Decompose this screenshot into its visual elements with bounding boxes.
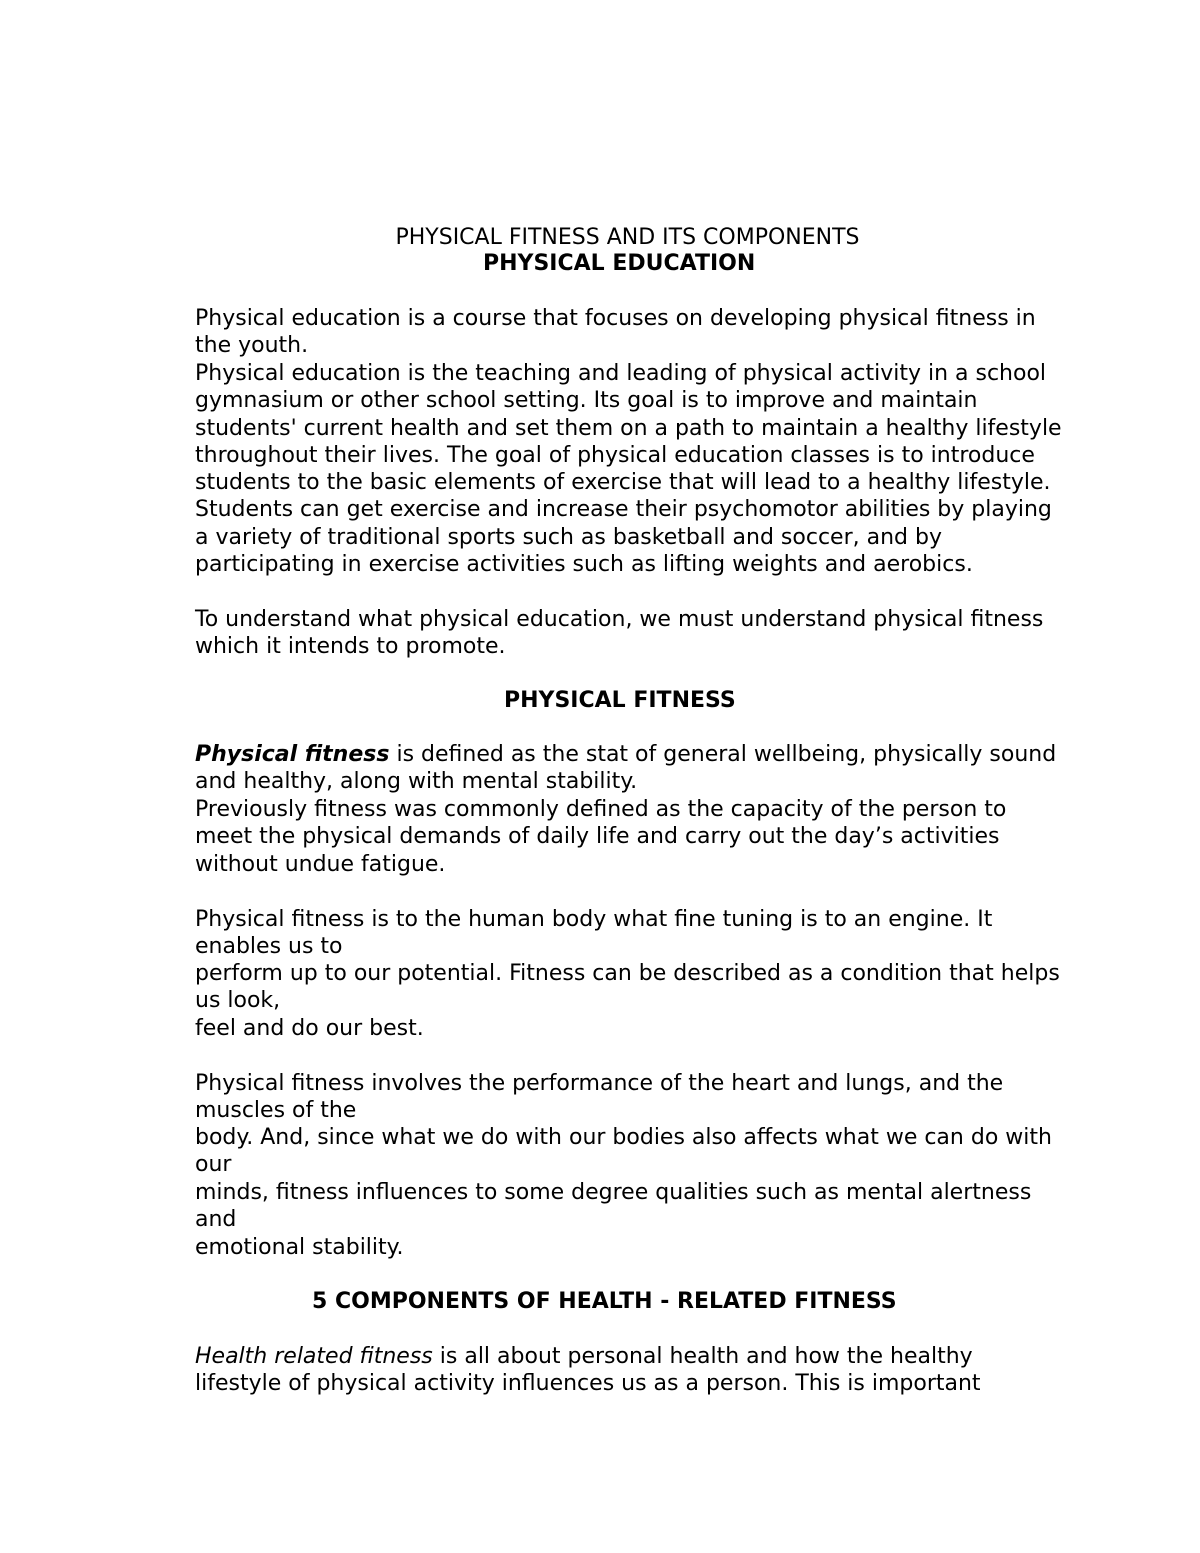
defined-term: Physical fitness [195,742,390,767]
list-item-text: perform up to our potential. Fitness can be described as a condition that helps us look, [195,961,1060,1014]
list-item-text: To understand what physical education, we must understand physical fitness which it intends to promote. [195,607,1044,660]
heading-text: PHYSICAL EDUCATION [483,251,756,276]
list-item-text: body. And, since what we do with our bodies also affects what we can do with our [195,1125,1052,1178]
list-item-text: Previously fitness was commonly defined as the capacity of the person to meet the physical demands of daily life and carry out the day’s activities without undue fatigue. [195,797,1007,877]
heading-text: 5 COMPONENTS OF HEALTH - RELATED FITNESS [312,1289,897,1314]
definition-text: is defined as the stat of general wellbeing, physically sound and healthy, along with mental stability. [195,742,1057,795]
list-item-text [195,1343,1065,1398]
list-item-text: Physical education is the teaching and leading of physical activity in a school gymnasium or other school setting. Its goal is to improve and maintain students' current health and set them on a path to maintain a healthy lifestyle throughout their lives. The goal of physical education classes is to introduce students to the basic elements of exercise that will lead to a healthy lifestyle. Students can get exercise and increase their psychomotor abilities by playing a variety of traditional sports such as basketball and soccer, and by participating in exercise activities such as lifting weights and aerobics. [195,361,1062,578]
list-item-text: emotional stability. [195,1235,404,1260]
section-heading-components [256,1289,897,1314]
definition-text: is all about personal health and how the healthy lifestyle of physical activity influences us as a person. This is important [195,1344,981,1397]
section-heading-physical-fitness [448,688,736,713]
list-item-text: Physical fitness is to the human body what fine tuning is to an engine. It enables us to [195,907,993,960]
list-item-text [195,741,1065,796]
list-item-text: minds, fitness influences to some degree qualities such as mental alertness and [195,1180,1032,1233]
list-item-text: Physical education is a course that focuses on developing physical fitness in the youth. [195,306,1036,359]
section-heading-physical-education [427,251,755,276]
document-title: PHYSICAL FITNESS AND ITS COMPONENTS [395,225,860,250]
list-item-text: feel and do our best. [195,1016,424,1041]
list-item-text: Physical fitness involves the performance of the heart and lungs, and the muscles of the [195,1071,1004,1124]
defined-term: Health related fitness [195,1344,433,1369]
heading-text: PHYSICAL FITNESS [504,688,736,713]
